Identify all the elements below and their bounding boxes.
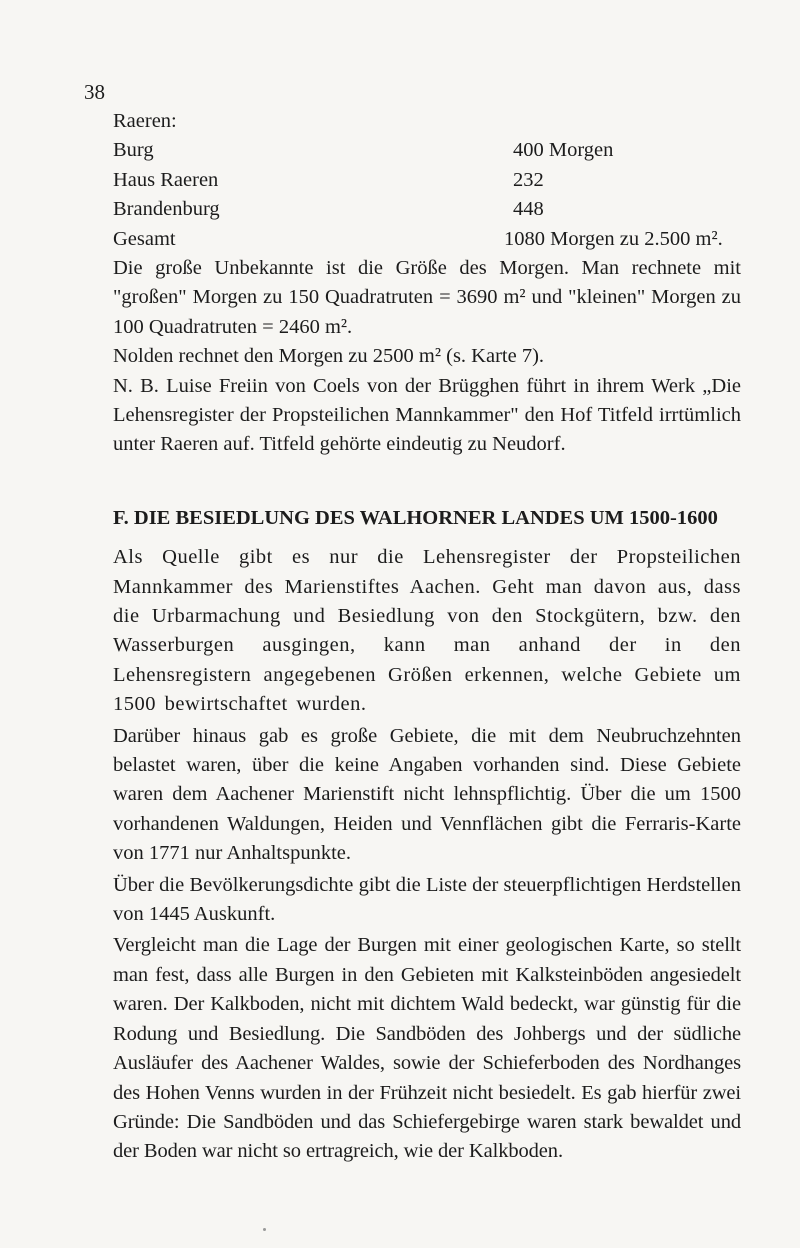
paragraph-population: Über die Bevölkerungsdichte gibt die Liste der steuerpflichtigen Herdstellen von 1445 Auskunft. — [113, 873, 741, 926]
table-row — [113, 195, 741, 224]
paragraph-geology: Vergleicht man die Lage der Burgen mit einer geologischen Karte, so stellt man fest, dass alle Burgen in den Gebieten mit Kalksteinböden angesiedelt waren. Der Kalkboden, nicht mit dichtem Wald bedeckt, war günstig für die Rodung und Besiedlung. Die Sandböden des Johbergs und der südliche Ausläufer des Aachener Waldes, sowie der Schieferboden des Nordhanges des Hohen Venns wurden in der Frühzeit nicht besiedelt. Es gab hierfür zwei Gründe: Die Sandböden und das Schiefergebirge waren stark bewaldet und der Boden war nicht so ertragreich, wie der Kalkboden. — [113, 934, 741, 1163]
section-heading: F. DIE BESIEDLUNG DES WALHORNER LANDES UM 1500-1600 — [113, 506, 718, 529]
page-content — [113, 107, 741, 1167]
page-number: 38 — [84, 80, 105, 104]
table-title-row — [113, 107, 741, 136]
row-value: 448 — [513, 198, 544, 221]
row-value: 232 — [513, 168, 544, 191]
table-total-row — [113, 225, 741, 254]
paragraph-morgen-size: Die große Unbekannte ist die Größe des Morgen. Man rechnete mit "großen" Morgen zu 150 Quadratruten = 3690 m² und "kleinen" Morgen zu 100 Quadratruten = 2460 m². — [113, 256, 741, 338]
paragraph-source: Als Quelle gibt es nur die Lehensregister der Propsteilichen Mannkammer des Marienstiftes Aachen. Geht man davon aus, dass die Urbarmachung und Besiedlung von den Stockgütern, bzw. den Wasserburgen ausgingen, kann man anhand der in den Lehensregistern angegebenen Größen erkennen, welche Gebiete um 1500 bewirtschaftet wurden. — [113, 546, 741, 716]
table-row — [113, 136, 741, 165]
row-label: Brandenburg — [113, 198, 220, 221]
table-title: Raeren: — [113, 110, 177, 132]
row-value: 400 Morgen — [513, 139, 614, 162]
total-value: 1080 Morgen zu 2.500 m². — [504, 227, 723, 250]
table-row — [113, 166, 741, 195]
paragraph-note-titfeld: N. B. Luise Freiin von Coels von der Brügghen führt in ihrem Werk „Die Lehensregister der Propsteilichen Mannkammer" den Hof Titfeld irrtümlich unter Raeren auf. Titfeld gehörte eindeutig zu Neudorf. — [113, 374, 741, 456]
row-label: Burg — [113, 139, 154, 162]
section-body — [113, 543, 741, 1167]
total-label: Gesamt — [113, 227, 176, 250]
print-speck — [263, 1228, 266, 1231]
row-label: Haus Raeren — [113, 168, 219, 191]
paragraph-nolden: Nolden rechnet den Morgen zu 2500 m² (s. Karte 7). — [113, 345, 545, 368]
paragraph-additional-areas: Darüber hinaus gab es große Gebiete, die mit dem Neubruchzehnten belastet waren, über die keine Angaben vorhanden sind. Diese Gebiete waren dem Aachener Marienstift nicht lehnspflichtig. Über die um 1500 vorhandenen Waldungen, Heiden und Vennflächen gibt die Ferraris-Karte von 1771 nur Anhaltspunkte. — [113, 724, 741, 865]
